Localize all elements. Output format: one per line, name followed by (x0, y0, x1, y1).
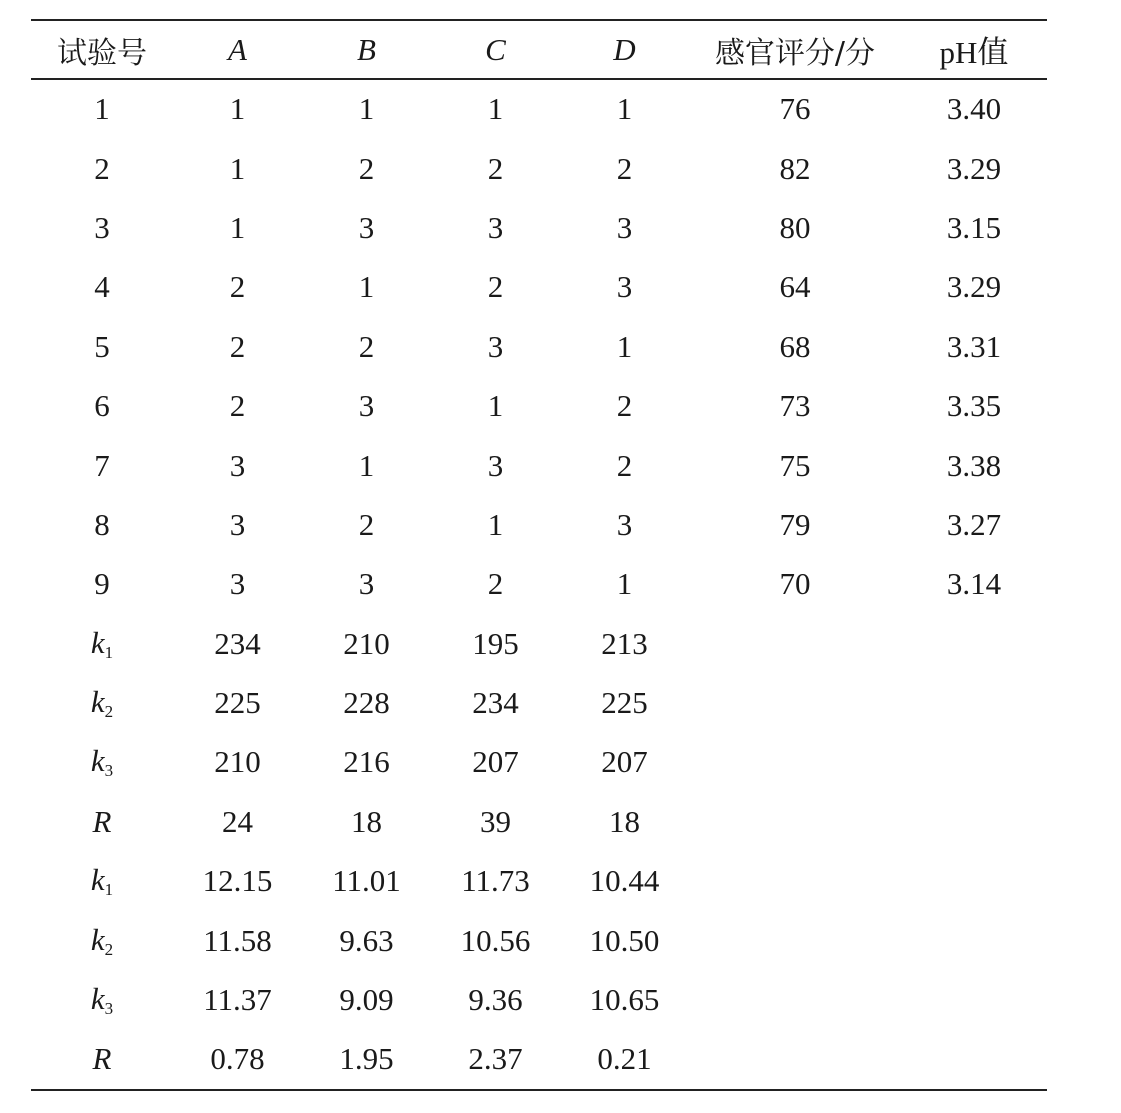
ph-stat-c-cell: 11.73 (461, 863, 530, 899)
stat-subscript: 1 (104, 642, 114, 662)
empty-cell (689, 911, 901, 970)
ph-stat-d-cell: 10.65 (589, 982, 660, 1018)
ph-value-cell: 3.15 (946, 209, 1002, 245)
factor-d-level-cell: 1 (616, 566, 633, 602)
factor-b-level-cell: 3 (358, 388, 375, 424)
ph-stat-b-cell: 1.95 (339, 1041, 394, 1077)
ph-stat-d-cell: 10.50 (589, 922, 660, 958)
ph-stat-b-cell: 11.01 (332, 863, 401, 899)
ph-stat-a-cell: 12.15 (202, 863, 273, 899)
sensory-score-cell: 76 (779, 91, 811, 127)
sensory-stat-d-cell: 18 (609, 803, 640, 839)
factor-c-level-cell: 3 (487, 209, 504, 245)
factor-b-level-cell: 1 (358, 91, 375, 127)
factor-a-level-cell: 2 (229, 328, 246, 364)
header-factor-a: A (228, 31, 247, 67)
sensory-stat-c-cell: 207 (472, 744, 519, 780)
empty-cell (901, 1030, 1047, 1089)
sensory-stat-b-cell: 210 (343, 625, 390, 661)
factor-b-level-cell: 2 (358, 506, 375, 542)
ph-stat-row (31, 970, 1047, 1029)
ph-stat-a-cell: 11.37 (203, 982, 272, 1018)
factor-a-level-cell: 2 (229, 269, 246, 305)
ph-stat-c-cell: 2.37 (468, 1041, 523, 1077)
factor-b-level-cell: 2 (358, 328, 375, 364)
header-trial-no: 试验号 (57, 35, 147, 71)
ph-stat-row (31, 1030, 1047, 1089)
factor-d-level-cell: 1 (616, 328, 633, 364)
factor-a-level-cell: 1 (229, 209, 246, 245)
header-factor-c: C (485, 31, 506, 67)
sensory-stat-label (31, 733, 173, 792)
ph-value-cell: 3.29 (946, 269, 1002, 305)
factor-b-level-cell: 2 (358, 150, 375, 186)
sensory-stat-a-cell: 24 (222, 803, 253, 839)
empty-cell (689, 1030, 901, 1089)
ph-stat-c-cell: 10.56 (460, 922, 531, 958)
ph-value-cell: 3.14 (946, 566, 1002, 602)
empty-cell (901, 673, 1047, 732)
empty-cell (901, 970, 1047, 1029)
factor-b-level-cell: 1 (358, 447, 375, 483)
sensory-stat-row (31, 733, 1047, 792)
stat-symbol: k (90, 921, 105, 957)
ph-stat-label (31, 1030, 173, 1089)
trial-row (31, 317, 1047, 376)
sensory-score-cell: 75 (779, 447, 811, 483)
ph-value-cell: 3.27 (946, 506, 1002, 542)
header-row (31, 21, 1047, 78)
factor-c-level-cell: 2 (487, 269, 504, 305)
empty-cell (901, 614, 1047, 673)
sensory-score-cell: 80 (779, 209, 811, 245)
trial-row (31, 436, 1047, 495)
empty-cell (689, 614, 901, 673)
ph-stat-d-cell: 0.21 (597, 1041, 652, 1077)
sensory-score-cell: 82 (779, 150, 811, 186)
factor-d-level-cell: 3 (616, 209, 633, 245)
trial-row (31, 139, 1047, 198)
sensory-score-cell: 73 (779, 388, 811, 424)
sensory-stat-a-cell: 210 (214, 744, 261, 780)
trial-row (31, 495, 1047, 554)
header-ph-text: pH值 (939, 35, 1009, 70)
factor-a-level-cell: 3 (229, 506, 246, 542)
sensory-stat-b-cell: 216 (343, 744, 390, 780)
trial-row (31, 555, 1047, 614)
ph-value-cell: 3.40 (946, 91, 1002, 127)
factor-c-level-cell: 2 (487, 150, 504, 186)
results-table-body (31, 80, 1047, 1090)
sensory-score-cell: 64 (779, 269, 811, 305)
factor-a-level-cell: 3 (229, 566, 246, 602)
factor-b-level-cell: 1 (358, 269, 375, 305)
sensory-stat-d-cell: 213 (601, 625, 648, 661)
sensory-score-cell: 79 (779, 506, 811, 542)
stat-symbol: R (92, 803, 112, 839)
table-bottom-rule (31, 1089, 1047, 1091)
factor-c-level-cell: 3 (487, 328, 504, 364)
sensory-stat-c-cell: 195 (472, 625, 519, 661)
empty-cell (901, 852, 1047, 911)
results-table (31, 21, 1047, 78)
empty-cell (901, 733, 1047, 792)
factor-a-level-cell: 1 (229, 91, 246, 127)
factor-d-level-cell: 3 (616, 506, 633, 542)
factor-a-level-cell: 2 (229, 388, 246, 424)
stat-subscript: 3 (104, 761, 114, 781)
sensory-stat-b-cell: 18 (351, 803, 382, 839)
sensory-stat-row (31, 792, 1047, 851)
empty-cell (901, 911, 1047, 970)
trial-no-cell: 7 (94, 447, 110, 483)
sensory-stat-d-cell: 225 (601, 685, 648, 721)
sensory-score-cell: 68 (779, 328, 811, 364)
sensory-score-cell: 70 (779, 566, 811, 602)
empty-cell (689, 673, 901, 732)
trial-no-cell: 5 (94, 328, 110, 364)
header-sensory-score: 感官评分/分 (714, 35, 876, 71)
trial-no-cell: 6 (94, 388, 110, 424)
ph-stat-c-cell: 9.36 (468, 982, 523, 1018)
trial-no-cell: 4 (94, 269, 110, 305)
stat-subscript: 2 (104, 939, 114, 959)
empty-cell (689, 733, 901, 792)
header-factor-b: B (357, 31, 376, 67)
factor-c-level-cell: 1 (487, 91, 504, 127)
ph-value-cell: 3.31 (946, 328, 1002, 364)
ph-stat-label (31, 911, 173, 970)
empty-cell (689, 852, 901, 911)
stat-symbol: k (90, 862, 105, 898)
ph-value-cell: 3.35 (946, 388, 1002, 424)
ph-stat-label (31, 970, 173, 1029)
factor-c-level-cell: 2 (487, 566, 504, 602)
trial-row (31, 376, 1047, 435)
factor-d-level-cell: 1 (616, 91, 633, 127)
empty-cell (901, 792, 1047, 851)
sensory-stat-c-cell: 234 (472, 685, 519, 721)
factor-c-level-cell: 1 (487, 506, 504, 542)
sensory-stat-a-cell: 225 (214, 685, 261, 721)
sensory-stat-d-cell: 207 (601, 744, 648, 780)
ph-stat-row (31, 911, 1047, 970)
header-factor-d: D (613, 31, 636, 67)
ph-stat-b-cell: 9.63 (339, 922, 394, 958)
trial-row (31, 198, 1047, 257)
factor-c-level-cell: 1 (487, 388, 504, 424)
stat-symbol: k (90, 743, 105, 779)
factor-d-level-cell: 3 (616, 269, 633, 305)
trial-no-cell: 8 (94, 506, 110, 542)
sensory-stat-row (31, 673, 1047, 732)
sensory-stat-a-cell: 234 (214, 625, 261, 661)
sensory-stat-c-cell: 39 (480, 803, 511, 839)
factor-c-level-cell: 3 (487, 447, 504, 483)
ph-stat-a-cell: 11.58 (203, 922, 272, 958)
ph-stat-d-cell: 10.44 (589, 863, 660, 899)
ph-stat-a-cell: 0.78 (210, 1041, 265, 1077)
factor-b-level-cell: 3 (358, 209, 375, 245)
sensory-stat-label (31, 792, 173, 851)
trial-no-cell: 9 (94, 566, 110, 602)
stat-symbol: k (90, 624, 105, 660)
sensory-stat-label (31, 614, 173, 673)
trial-row (31, 80, 1047, 139)
ph-stat-b-cell: 9.09 (339, 982, 394, 1018)
header-ph-value (901, 21, 1047, 78)
stat-symbol: R (92, 1041, 112, 1077)
factor-a-level-cell: 3 (229, 447, 246, 483)
stat-subscript: 1 (104, 880, 114, 900)
ph-stat-label (31, 852, 173, 911)
stat-subscript: 2 (104, 702, 114, 722)
sensory-stat-b-cell: 228 (343, 685, 390, 721)
trial-no-cell: 1 (94, 91, 110, 127)
factor-a-level-cell: 1 (229, 150, 246, 186)
stat-symbol: k (90, 981, 105, 1017)
stat-symbol: k (90, 684, 105, 720)
ph-value-cell: 3.29 (946, 150, 1002, 186)
sensory-stat-label (31, 673, 173, 732)
ph-value-cell: 3.38 (946, 447, 1002, 483)
factor-d-level-cell: 2 (616, 388, 633, 424)
ph-stat-row (31, 852, 1047, 911)
stat-subscript: 3 (104, 999, 114, 1019)
trial-no-cell: 2 (94, 150, 110, 186)
factor-b-level-cell: 3 (358, 566, 375, 602)
empty-cell (689, 792, 901, 851)
trial-no-cell: 3 (94, 209, 110, 245)
factor-d-level-cell: 2 (616, 150, 633, 186)
empty-cell (689, 970, 901, 1029)
factor-d-level-cell: 2 (616, 447, 633, 483)
orthogonal-test-table (31, 19, 1047, 1091)
sensory-stat-row (31, 614, 1047, 673)
trial-row (31, 258, 1047, 317)
